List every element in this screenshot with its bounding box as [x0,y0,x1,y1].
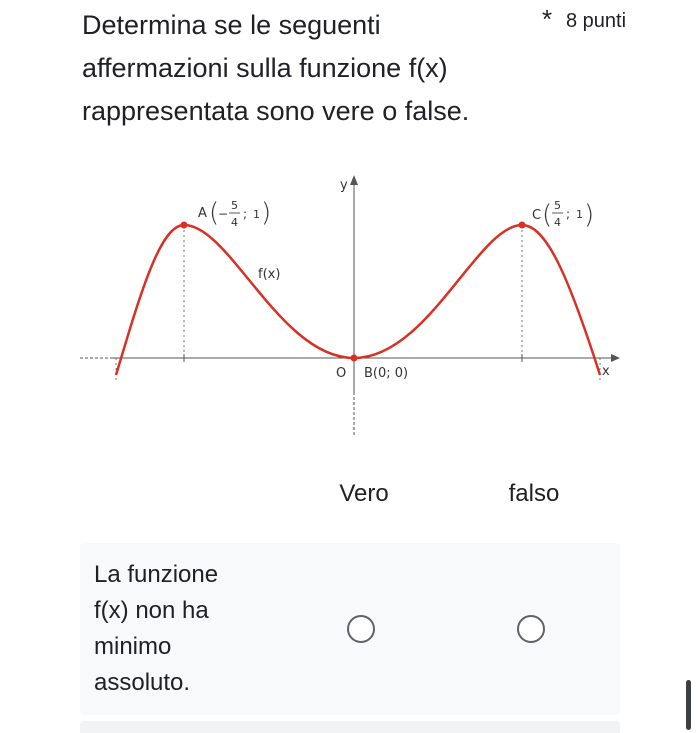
origin-label: O [336,366,347,381]
grid-row [80,543,620,715]
svg-text:): ) [261,198,272,228]
points-label: 8 punti [566,10,627,32]
radio-falso[interactable] [517,615,545,643]
svg-text:5: 5 [554,199,561,212]
row-label: La funzione f(x) non ha minimo assoluto. [94,561,219,696]
point-c-label [532,199,594,230]
radio-vero[interactable] [347,615,375,643]
point-b-dot [351,355,358,362]
x-axis-arrow [611,354,620,362]
x-axis-label: x [602,364,610,379]
svg-text:): ) [584,200,595,230]
column-header-vero: Vero [339,480,389,507]
required-star: * [542,4,553,34]
svg-text:(: ( [542,200,553,230]
function-label: f(x) [258,267,281,282]
svg-text:1: 1 [576,208,583,221]
function-graph [70,165,630,445]
y-axis-label: y [340,178,348,193]
svg-text:(: ( [209,198,220,228]
svg-text:5: 5 [231,199,238,212]
svg-text:−: − [218,207,229,221]
svg-text:C: C [532,208,542,223]
svg-text:;: ; [243,207,248,221]
svg-text:1: 1 [253,208,260,221]
svg-text:4: 4 [231,216,238,229]
scrollbar[interactable] [686,680,691,730]
point-b-label: B(0; 0) [364,366,409,381]
points-area [520,4,700,44]
next-grid-row [80,721,620,733]
function-curve [116,225,600,375]
point-a-label [198,198,271,229]
svg-text:4: 4 [554,216,561,229]
column-header-falso: falso [508,480,560,507]
svg-text:;: ; [566,207,571,221]
svg-text:A: A [198,206,207,221]
question-title: Determina se le seguenti affermazioni sulla funzione f(x) rappresentata sono vere o false. [82,10,470,126]
point-c-dot [519,222,526,229]
y-axis-arrow [350,175,358,185]
point-a-dot [181,222,188,229]
